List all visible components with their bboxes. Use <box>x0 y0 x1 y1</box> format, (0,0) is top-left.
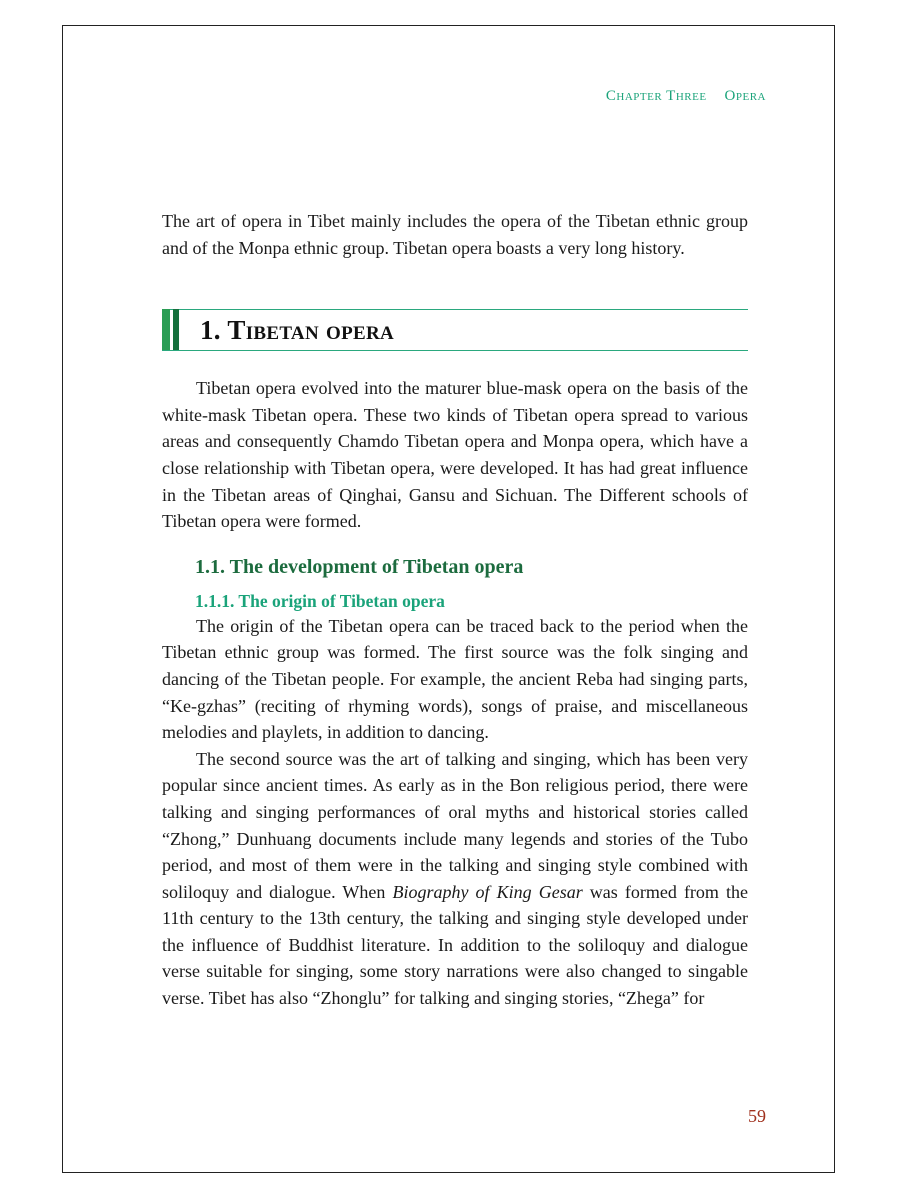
intro-paragraph: The art of opera in Tibet mainly includes the opera of the Tibetan ethnic group and of the Monpa ethnic group. Tibetan opera boasts a very long history. <box>162 211 748 258</box>
second-source-text-2: was formed from the 11th century to the 13th century, the talking and singing style developed under the influence of Buddhist literature. In addition to the soliloquy and dialogue verse suitable for singing, some story narrations were also changed to singable verse. Tibet has also “Zhonglu” for talking and singing stories, “Zhega” for <box>162 881 748 1009</box>
subsubsection-heading: 1.1.1. The origin of Tibetan opera <box>195 590 445 611</box>
origin-paragraph: The origin of the Tibetan opera can be traced back to the period when the Tibetan ethnic group was formed. The first source was the folk singing and dancing of the Tibetan people. For example, the ancient Reba had singing parts, “Ke-gzhas” (reciting of rhyming words), songs of praise, and miscellaneous melodies and playlets, in addition to dancing. <box>162 615 748 743</box>
section-heading: 1. Tibetan opera <box>200 315 395 346</box>
second-source-text-1: The second source was the art of talking and singing, which has been very popular since ancient times. As early as in the Bon religious period, there were talking and singing performances of oral myths and historical stories called “Zhong,” Dunhuang documents include many legends and stories of the Tubo period, and most of them were in the talking and singing style combined with soliloquy and dialogue. When <box>162 748 748 902</box>
section-heading-box <box>162 309 748 351</box>
book-title-italic: Biography of King Gesar <box>392 881 583 902</box>
heading-accent-bar-dark <box>173 309 179 350</box>
page-content <box>162 208 748 1012</box>
second-source-paragraph <box>162 746 748 1012</box>
running-head <box>606 88 766 105</box>
running-head-chapter: Chapter Three <box>605 88 707 104</box>
running-head-section: Opera <box>724 88 766 104</box>
subsection-heading: 1.1. The development of Tibetan opera <box>195 555 524 578</box>
page-number: 59 <box>748 1106 766 1126</box>
section-paragraph: Tibetan opera evolved into the maturer blue-mask opera on the basis of the white-mask Tibetan opera. These two kinds of Tibetan opera spread to various areas and consequently Chamdo Tibetan opera and Monpa opera, which have a close relationship with Tibetan opera, were developed. It has had great influence in the Tibetan areas of Qinghai, Gansu and Sichuan. The Different schools of Tibetan opera were formed. <box>162 378 748 532</box>
heading-accent-bar-light <box>162 309 170 350</box>
